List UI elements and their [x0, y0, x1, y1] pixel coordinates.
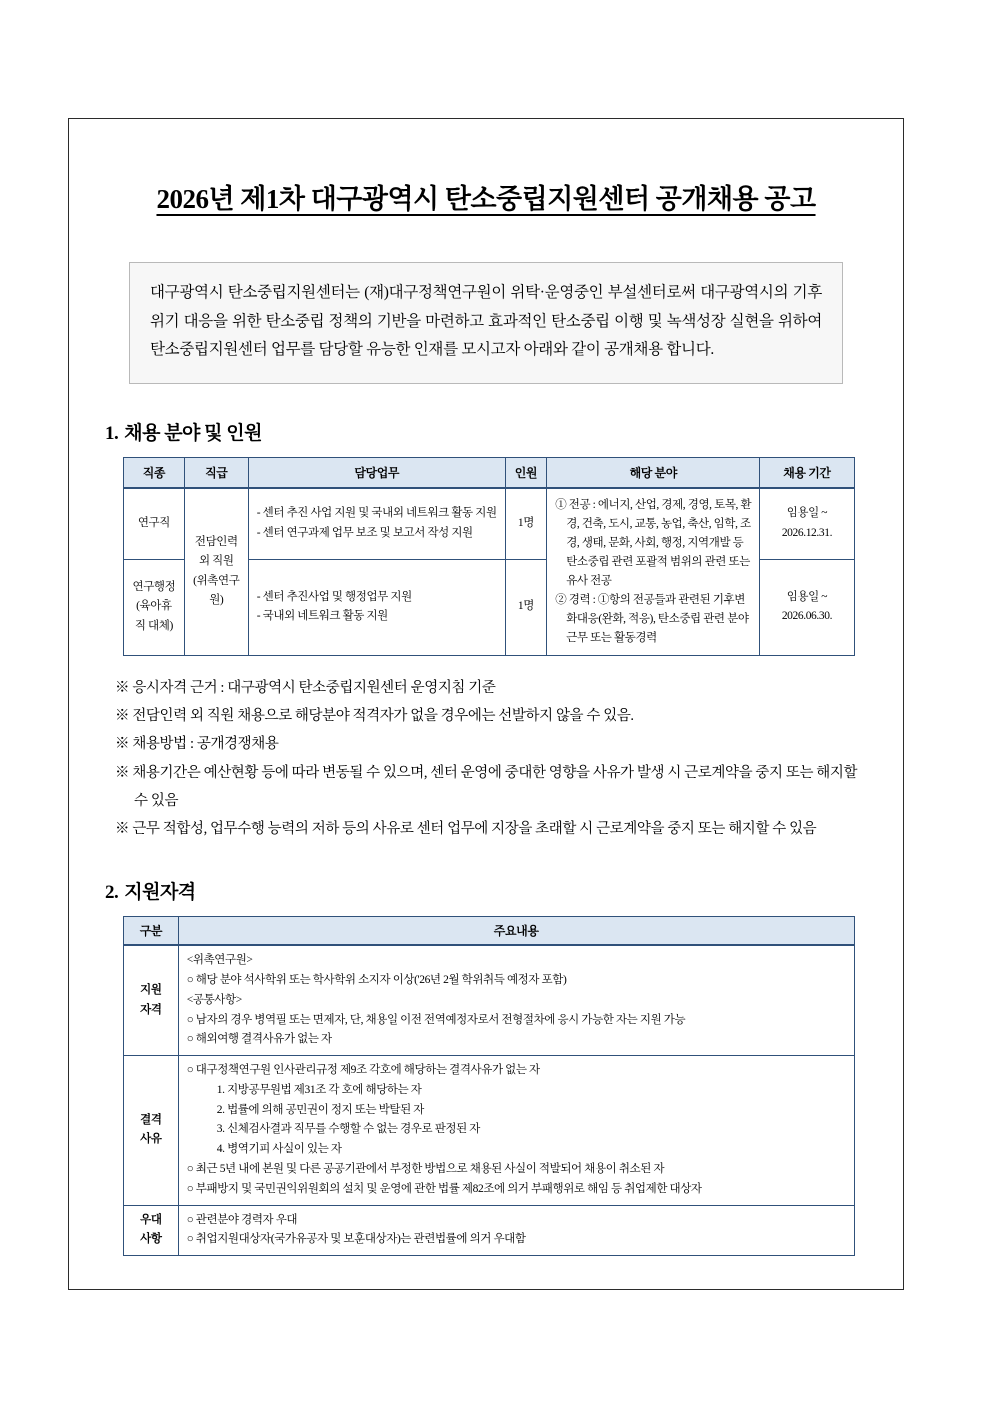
content-line: <공통사항> [186, 993, 242, 1006]
numbered-item: 2. 법률에 의해 공민권이 정지 또는 박탈된 자 [216, 1103, 424, 1116]
cell-grade [184, 488, 248, 655]
section-2-number: 2. [105, 882, 119, 904]
period-from: 임용일 ~ [786, 507, 828, 520]
section-2-title: 지원자격 [124, 882, 196, 904]
table-row [124, 945, 855, 1055]
field-list [555, 496, 751, 648]
document-page [68, 118, 904, 1290]
cell-count-1: 1명 [505, 488, 547, 559]
duty-list-1 [257, 504, 497, 543]
section-1-title: 채용 분야 및 인원 [124, 423, 262, 445]
col-category: 구분 [124, 917, 179, 946]
cell-count-2: 1명 [505, 559, 547, 655]
content-line: ○ 대구정책연구원 인사관리규정 제9조 각호에 해당하는 결격사유가 없는 자 [186, 1064, 540, 1077]
label-line-1: 결격 [140, 1113, 162, 1126]
cell-field [547, 488, 760, 655]
qualification-table [123, 916, 855, 1256]
label-line-2: 사항 [140, 1233, 162, 1246]
field-item: ② 경력 : ①항의 전공들과 관련된 기후변화대응(완화, 적응), 탄소중립 관련 분야 근무 또는 활동경력 [555, 593, 749, 644]
note-item: ※ 채용방법 : 공개경쟁채용 [115, 736, 279, 753]
page-title: 2026년 제1차 대구광역시 탄소중립지원센터 공개채용 공고 [156, 184, 816, 214]
cell-duty-1 [248, 488, 505, 559]
col-job-type: 직종 [124, 458, 185, 489]
content-line: ○ 해당 분야 석사학위 또는 학사학위 소지자 이상('26년 2월 학위취득 예정자 포함) [186, 974, 567, 987]
content-line: ○ 최근 5년 내에 본원 및 다른 공공기관에서 부정한 방법으로 채용된 사실이 적발되어 채용이 취소된 자 [186, 1163, 665, 1176]
cell-period-2 [760, 559, 854, 655]
label-line-1: 지원 [140, 984, 162, 996]
table-row [124, 488, 855, 559]
table-header-row [124, 917, 855, 946]
duty-item: - 센터 추진 사업 지원 및 국내외 네트워크 활동 지원 [256, 507, 497, 520]
period-to: 2026.12.31. [781, 526, 833, 539]
note-item: ※ 응시자격 근거 : 대구광역시 탄소중립지원센터 운영지침 기준 [115, 679, 496, 696]
duty-item: - 센터 추진사업 및 행정업무 지원 [256, 590, 412, 603]
cell-content-qualification [178, 945, 854, 1055]
content-line: ○ 부패방지 및 국민권익위원회의 설치 및 운영에 관한 법률 제82조에 의거 부패행위로 해임 등 취업제한 대상자 [186, 1182, 702, 1195]
cell-period-1 [760, 488, 854, 559]
col-grade: 직급 [184, 458, 248, 489]
cell-job-type-1: 연구직 [124, 488, 185, 559]
content-line: ○ 취업지원대상자(국가유공자 및 보훈대상자)는 관련법률에 의거 우대함 [186, 1233, 526, 1246]
label-line-2: 자격 [140, 1003, 162, 1016]
note-item: ※ 근무 적합성, 업무수행 능력의 저하 등의 사유로 센터 업무에 지장을 초래할 시 근로계약을 중지 또는 해지할 수 있음 [115, 821, 817, 838]
cell-duty-2 [248, 559, 505, 655]
note-item: ※ 채용기간은 예산현황 등에 따라 변동될 수 있으며, 센터 운영에 중대한 영향을 사유가 발생 시 근로계약을 중지 또는 해지할 수 있음 [115, 764, 858, 809]
col-period: 채용 기간 [760, 458, 854, 489]
content-line: ○ 해외여행 결격사유가 없는 자 [186, 1033, 332, 1046]
cell-label-qualification [124, 945, 179, 1055]
cell-label-disqualification [124, 1056, 179, 1205]
duty-item: - 센터 연구과제 업무 보조 및 보고서 작성 지원 [256, 526, 473, 539]
field-item: ① 전공 : 에너지, 산업, 경제, 경영, 토목, 환경, 건축, 도시, 교통, 농업, 축산, 임학, 조경, 생태, 문화, 사회, 행정, 지역개발 등 탄소중립 관련 포괄적 범위의 관련 또는 유사 전공 [555, 499, 752, 587]
section-2-heading [105, 877, 867, 904]
content-line: ○ 남자의 경우 병역필 또는 면제자, 단, 채용일 이전 전역예정자로서 전형절차에 응시 가능한 자는 지원 가능 [186, 1013, 686, 1026]
period-from: 임용일 ~ [786, 590, 828, 603]
content-line: <위촉연구원> [186, 954, 253, 967]
cell-content-preference [178, 1205, 854, 1256]
duty-list-2 [257, 588, 497, 627]
section-1-number: 1. [105, 423, 119, 445]
label-line-2: 사유 [140, 1133, 162, 1146]
intro-paragraph: 대구광역시 탄소중립지원센터는 (재)대구정책연구원이 위탁·운영중인 부설센터로써 대구광역시의 기후위기 대응을 위한 탄소중립 정책의 기반을 마련하고 효과적인 탄소중립 이행 및 녹색성장 실현을 위하여 탄소중립지원센터 업무를 담당할 유능한 인재를 모시고자 아래와 같이 공개채용 합니다. [129, 262, 843, 384]
recruitment-table [123, 457, 855, 656]
col-main-content: 주요내용 [178, 917, 854, 946]
numbered-item: 1. 지방공무원법 제31조 각 호에 해당하는 자 [216, 1083, 422, 1096]
table-row [124, 1205, 855, 1256]
numbered-list [187, 1081, 846, 1160]
cell-label-preference [124, 1205, 179, 1256]
job-type-sublabel: (육아휴직 대체) [134, 600, 173, 633]
cell-job-type-2 [124, 559, 185, 655]
job-type-label: 연구행정 [132, 580, 176, 593]
label-line-1: 우대 [140, 1213, 162, 1226]
grade-sublabel: (위촉연구원) [193, 574, 240, 607]
numbered-item: 4. 병역기피 사실이 있는 자 [216, 1143, 342, 1156]
content-line: ○ 관련분야 경력자 우대 [186, 1213, 298, 1226]
grade-label: 전담인력 외 직원 [194, 535, 238, 568]
col-duty: 담당업무 [248, 458, 505, 489]
duty-item: - 국내외 네트워크 활동 지원 [256, 610, 388, 623]
col-count: 인원 [505, 458, 547, 489]
cell-content-disqualification [178, 1056, 854, 1205]
table-row [124, 1056, 855, 1205]
section-1-heading [105, 418, 867, 445]
note-item: ※ 전담인력 외 직원 채용으로 해당분야 적격자가 없을 경우에는 선발하지 않을 수 있음. [115, 708, 634, 725]
table-header-row [124, 458, 855, 489]
period-to: 2026.06.30. [781, 610, 833, 623]
col-field: 해당 분야 [547, 458, 760, 489]
numbered-item: 3. 신체검사결과 직무를 수행할 수 없는 경우로 판정된 자 [216, 1123, 481, 1136]
section-1-notes [115, 674, 867, 844]
